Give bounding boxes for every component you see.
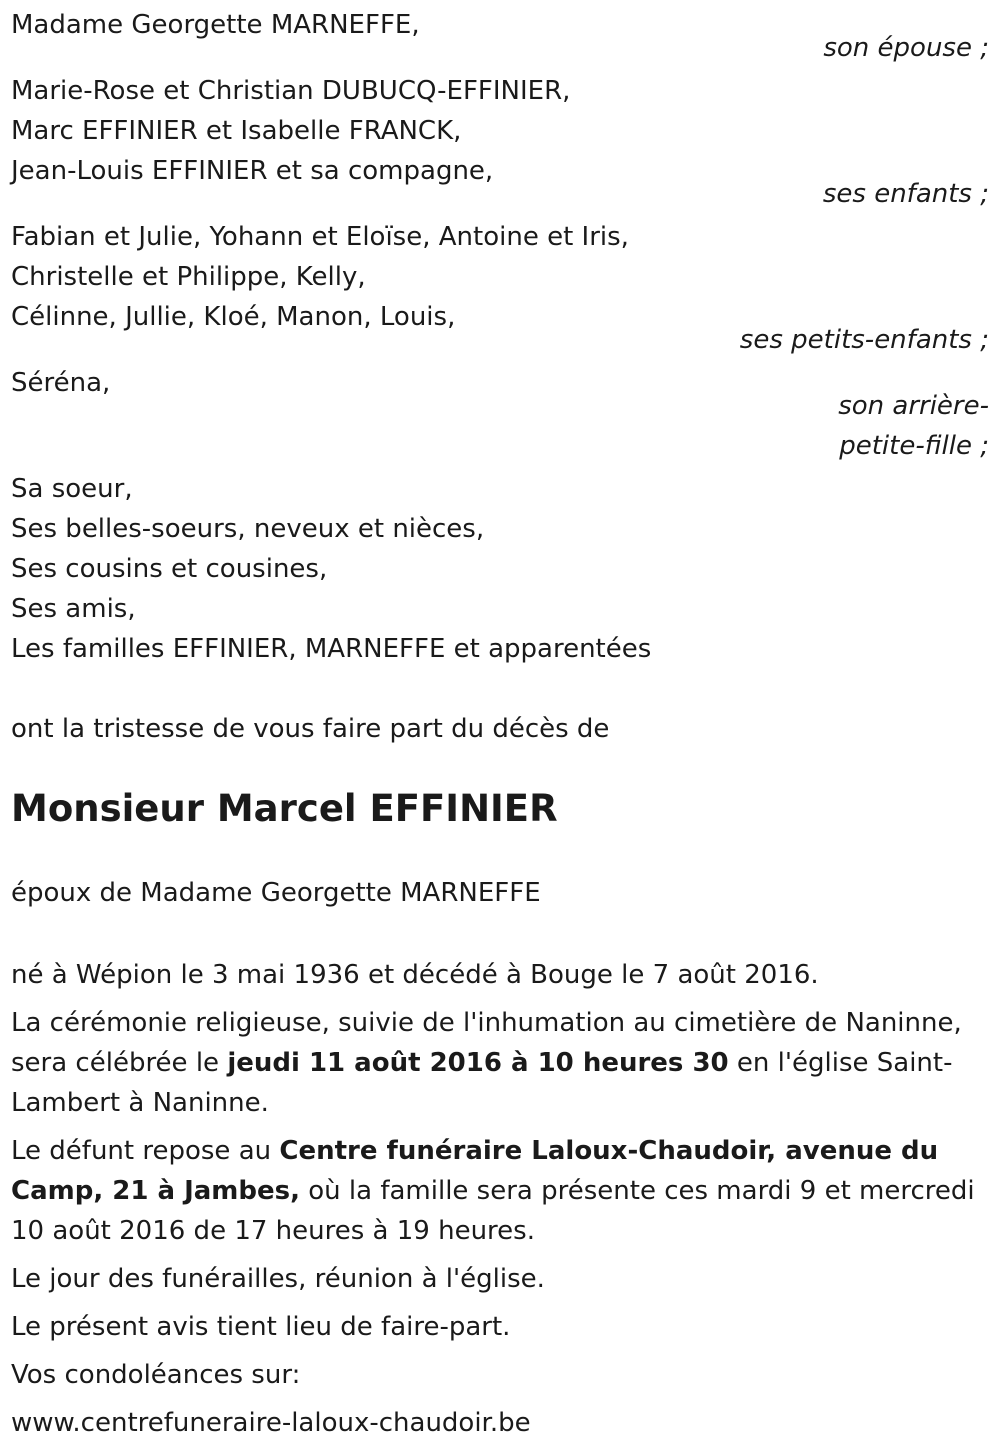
child-line: Jean-Louis EFFINIER et sa compagne, — [11, 156, 494, 186]
ceremony-line: La cérémonie religieuse, suivie de l'inhumation au cimetière de Naninne, — [11, 1008, 962, 1038]
birth-death-text: né à Wépion le 3 mai 1936 et décédé à Bouge le 7 août 2016. — [11, 960, 819, 990]
spouse-role: son épouse ; — [823, 33, 989, 63]
relative-line: Ses cousins et cousines, — [11, 554, 328, 584]
rest-line: 10 août 2016 de 17 heures à 19 heures. — [11, 1216, 535, 1246]
great-grandchild-role-line1: son arrière- — [838, 391, 989, 421]
ceremony-text: sera célébrée le — [11, 1048, 228, 1078]
grandchild-line: Célinne, Jullie, Kloé, Manon, Louis, — [11, 302, 456, 332]
relative-line: Sa soeur, — [11, 474, 133, 504]
funeral-home-address: Centre funéraire Laloux-Chaudoir, avenue du — [279, 1136, 939, 1166]
funeral-home-address: Camp, 21 à Jambes, — [11, 1176, 300, 1206]
grandchild-line: Christelle et Philippe, Kelly, — [11, 262, 366, 292]
spouse-name: Madame Georgette MARNEFFE, — [11, 10, 420, 40]
notice-text: Le présent avis tient lieu de faire-part. — [11, 1312, 511, 1342]
ceremony-datetime: jeudi 11 août 2016 à 10 heures 30 — [227, 1048, 729, 1078]
grandchild-line: Fabian et Julie, Yohann et Eloïse, Antoine et Iris, — [11, 222, 629, 252]
rest-text: Le défunt repose au — [11, 1136, 280, 1166]
ceremony-line — [11, 1043, 989, 1083]
deceased-name: Monsieur Marcel EFFINIER — [11, 787, 558, 830]
rest-line — [11, 1171, 989, 1211]
great-grandchild-role-line2: petite-fille ; — [839, 431, 989, 461]
announcement-text: ont la tristesse de vous faire part du décès de — [11, 714, 610, 744]
ceremony-paragraph — [11, 1003, 989, 1123]
rest-paragraph — [11, 1131, 989, 1251]
rest-text: où la famille sera présente ces mardi 9 et mercredi — [300, 1176, 975, 1206]
child-line: Marc EFFINIER et Isabelle FRANCK, — [11, 116, 462, 146]
children-role: ses enfants ; — [822, 179, 989, 209]
meeting-text: Le jour des funérailles, réunion à l'église. — [11, 1264, 545, 1294]
spouse-of-text: époux de Madame Georgette MARNEFFE — [11, 878, 541, 908]
relative-line: Les familles EFFINIER, MARNEFFE et apparentées — [11, 634, 652, 664]
rest-line — [11, 1131, 989, 1171]
website-link[interactable]: www.centrefuneraire-laloux-chaudoir.be — [11, 1408, 531, 1438]
great-grandchild-name: Séréna, — [11, 368, 111, 398]
relative-line: Ses amis, — [11, 594, 136, 624]
condolences-label: Vos condoléances sur: — [11, 1360, 301, 1390]
ceremony-text: en l'église Saint- — [728, 1048, 953, 1078]
obituary-notice — [11, 5, 989, 1443]
child-line: Marie-Rose et Christian DUBUCQ-EFFINIER, — [11, 76, 571, 106]
relative-line: Ses belles-soeurs, neveux et nièces, — [11, 514, 485, 544]
ceremony-line: Lambert à Naninne. — [11, 1088, 269, 1118]
grandchildren-role: ses petits-enfants ; — [739, 325, 989, 355]
